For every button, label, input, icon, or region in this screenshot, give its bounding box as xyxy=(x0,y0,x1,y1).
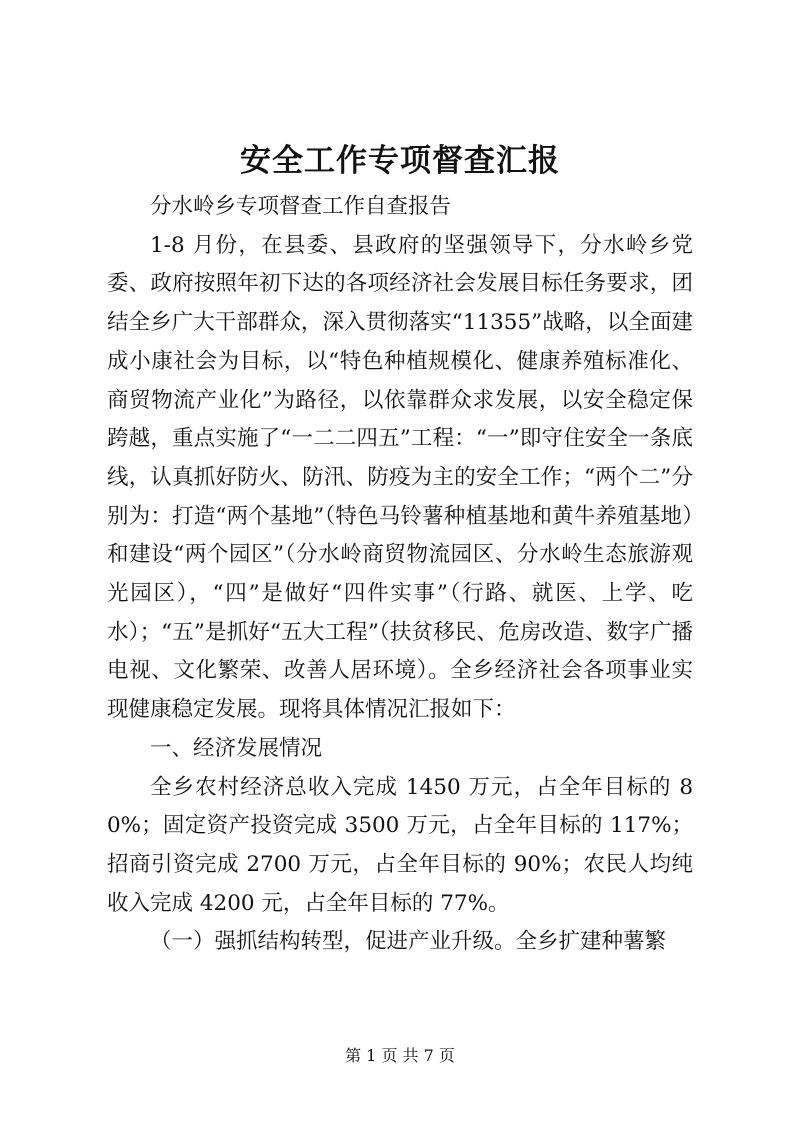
section-heading-economy: 一、经济发展情况 xyxy=(150,735,323,761)
paragraph-subtitle: 分水岭乡专项督查工作自查报告 xyxy=(150,194,452,219)
document-body xyxy=(107,188,693,962)
document-title: 安全工作专项督查汇报 xyxy=(240,143,560,179)
paragraph-intro: 1-8 月份，在县委、县政府的坚强领导下，分水岭乡党委、政府按照年初下达的各项经济社会发展目标任务要求，团结全乡广大干部群众，深入贯彻落实“11355”战略，以全面建成小康社会为目标，以“特色种植规模化、健康养殖标准化、商贸物流产业化”为路径，以依靠群众求发展，以安全稳定保跨越，重点实施了“一二二四五”工程：“一”即守住安全一条底线，认真抓好防火、防汛、防疫为主的安全工作；“两个二”分别为：打造“两个基地”（特色马铃薯种植基地和黄牛养殖基地）和建设“两个园区”（分水岭商贸物流园区、分水岭生态旅游观光园区），“四”是做好“四件实事”（行路、就医、上学、吃水）；“五”是抓好“五大工程”（扶贫移民、危房改造、数字广播电视、文化繁荣、改善人居环境）。全乡经济社会各项事业实现健康稳定发展。现将具体情况汇报如下： xyxy=(107,232,693,723)
page-number-footer: 第 1 页 共 7 页 xyxy=(345,1046,455,1065)
paragraph-economy-figures: 全乡农村经济总收入完成 1450 万元，占全年目标的 80%；固定资产投资完成 3500 万元，占全年目标的 117%；招商引资完成 2700 万元，占全年目标的 90%；农民人均纯收入完成 4200 元，占全年目标的 77%。 xyxy=(107,774,693,916)
paragraph-structure-transform: （一）强抓结构转型，促进产业升级。全乡扩建种薯繁 xyxy=(150,929,667,955)
